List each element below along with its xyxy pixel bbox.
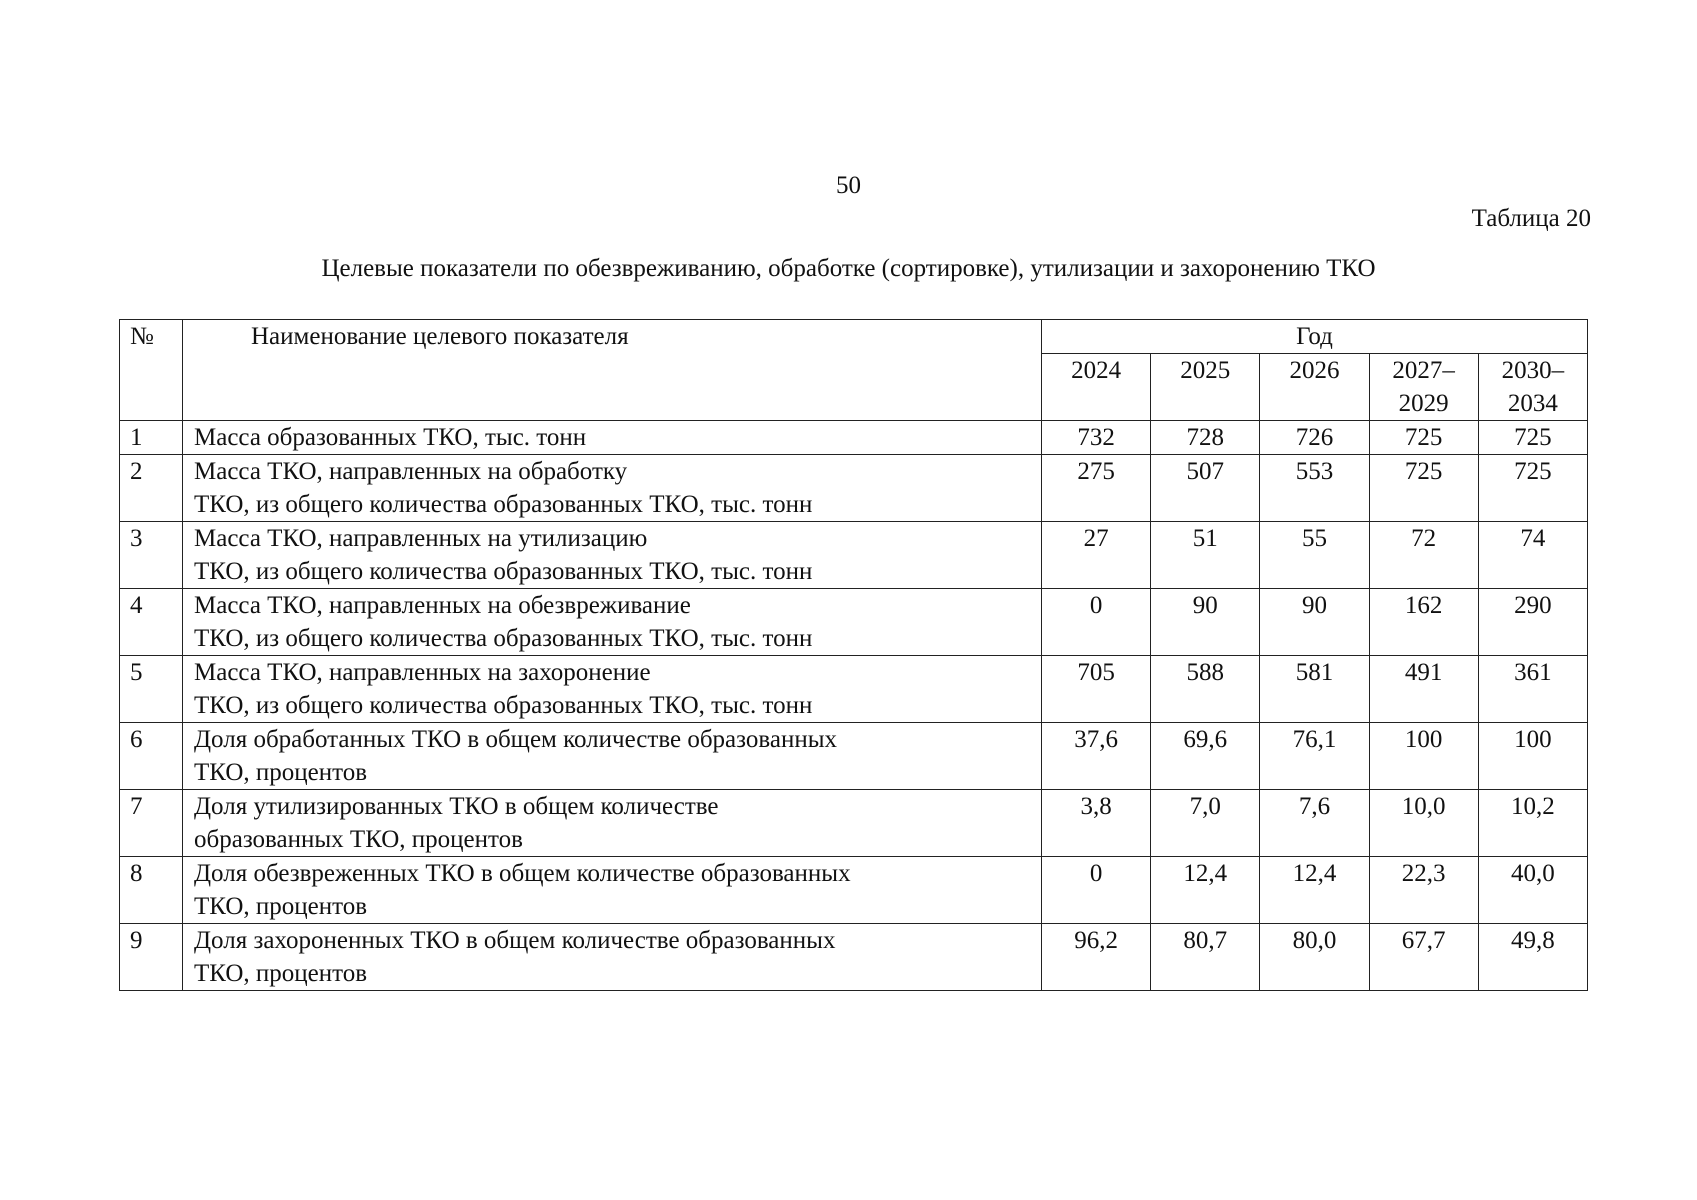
indicator-name: Масса ТКО, направленных на утилизацию ТКО, из общего количества образованных ТКО, тыс. тонн xyxy=(183,522,1042,589)
value-cell: 732 xyxy=(1042,421,1151,455)
row-number: 2 xyxy=(120,455,183,522)
value-cell: 275 xyxy=(1042,455,1151,522)
value-cell: 90 xyxy=(1151,589,1260,656)
header-year: 2030– 2034 xyxy=(1478,354,1587,421)
value-cell: 725 xyxy=(1478,455,1587,522)
value-cell: 491 xyxy=(1369,656,1478,723)
row-number: 4 xyxy=(120,589,183,656)
row-number: 1 xyxy=(120,421,183,455)
indicator-name: Масса ТКО, направленных на обработку ТКО, из общего количества образованных ТКО, тыс. тонн xyxy=(183,455,1042,522)
header-row-top xyxy=(120,320,1588,354)
table-row xyxy=(120,421,1588,455)
value-cell: 37,6 xyxy=(1042,723,1151,790)
table-header xyxy=(120,320,1588,421)
indicator-name: Масса ТКО, направленных на обезвреживание ТКО, из общего количества образованных ТКО, тыс. тонн xyxy=(183,589,1042,656)
row-number: 7 xyxy=(120,790,183,857)
table-row xyxy=(120,857,1588,924)
table-row xyxy=(120,790,1588,857)
value-cell: 22,3 xyxy=(1369,857,1478,924)
indicator-name: Доля обработанных ТКО в общем количестве образованных ТКО, процентов xyxy=(183,723,1042,790)
value-cell: 507 xyxy=(1151,455,1260,522)
header-year: 2025 xyxy=(1151,354,1260,421)
row-number: 8 xyxy=(120,857,183,924)
table-row xyxy=(120,924,1588,991)
row-number: 3 xyxy=(120,522,183,589)
header-year: 2027– 2029 xyxy=(1369,354,1478,421)
header-year: 2026 xyxy=(1260,354,1369,421)
row-number: 9 xyxy=(120,924,183,991)
value-cell: 90 xyxy=(1260,589,1369,656)
value-cell: 96,2 xyxy=(1042,924,1151,991)
value-cell: 290 xyxy=(1478,589,1587,656)
indicator-name: Масса образованных ТКО, тыс. тонн xyxy=(183,421,1042,455)
table-body xyxy=(120,421,1588,991)
value-cell: 100 xyxy=(1369,723,1478,790)
value-cell: 72 xyxy=(1369,522,1478,589)
value-cell: 55 xyxy=(1260,522,1369,589)
value-cell: 27 xyxy=(1042,522,1151,589)
value-cell: 725 xyxy=(1369,455,1478,522)
row-number: 5 xyxy=(120,656,183,723)
value-cell: 728 xyxy=(1151,421,1260,455)
value-cell: 588 xyxy=(1151,656,1260,723)
value-cell: 12,4 xyxy=(1260,857,1369,924)
value-cell: 10,2 xyxy=(1478,790,1587,857)
indicator-name: Доля захороненных ТКО в общем количестве образованных ТКО, процентов xyxy=(183,924,1042,991)
value-cell: 7,6 xyxy=(1260,790,1369,857)
value-cell: 100 xyxy=(1478,723,1587,790)
header-name: Наименование целевого показателя xyxy=(183,320,1042,421)
value-cell: 726 xyxy=(1260,421,1369,455)
value-cell: 361 xyxy=(1478,656,1587,723)
table-row xyxy=(120,455,1588,522)
value-cell: 581 xyxy=(1260,656,1369,723)
value-cell: 162 xyxy=(1369,589,1478,656)
table-row xyxy=(120,723,1588,790)
table-row xyxy=(120,589,1588,656)
value-cell: 725 xyxy=(1478,421,1587,455)
table-title: Целевые показатели по обезвреживанию, обработке (сортировке), утилизации и захоронению ТКО xyxy=(321,255,1376,282)
value-cell: 12,4 xyxy=(1151,857,1260,924)
value-cell: 49,8 xyxy=(1478,924,1587,991)
value-cell: 553 xyxy=(1260,455,1369,522)
indicators-table xyxy=(119,319,1588,991)
row-number: 6 xyxy=(120,723,183,790)
value-cell: 80,0 xyxy=(1260,924,1369,991)
indicator-name: Масса ТКО, направленных на захоронение ТКО, из общего количества образованных ТКО, тыс. тонн xyxy=(183,656,1042,723)
value-cell: 0 xyxy=(1042,589,1151,656)
page-number: 50 xyxy=(836,172,861,199)
value-cell: 40,0 xyxy=(1478,857,1587,924)
value-cell: 76,1 xyxy=(1260,723,1369,790)
value-cell: 3,8 xyxy=(1042,790,1151,857)
indicator-name: Доля обезвреженных ТКО в общем количестве образованных ТКО, процентов xyxy=(183,857,1042,924)
value-cell: 69,6 xyxy=(1151,723,1260,790)
value-cell: 725 xyxy=(1369,421,1478,455)
value-cell: 74 xyxy=(1478,522,1587,589)
indicator-name: Доля утилизированных ТКО в общем количестве образованных ТКО, процентов xyxy=(183,790,1042,857)
value-cell: 705 xyxy=(1042,656,1151,723)
value-cell: 67,7 xyxy=(1369,924,1478,991)
table-row xyxy=(120,522,1588,589)
header-year-group: Год xyxy=(1042,320,1588,354)
value-cell: 0 xyxy=(1042,857,1151,924)
header-num: № xyxy=(120,320,183,421)
table-label: Таблица 20 xyxy=(1471,205,1591,232)
value-cell: 10,0 xyxy=(1369,790,1478,857)
value-cell: 80,7 xyxy=(1151,924,1260,991)
value-cell: 51 xyxy=(1151,522,1260,589)
table-row xyxy=(120,656,1588,723)
header-year: 2024 xyxy=(1042,354,1151,421)
value-cell: 7,0 xyxy=(1151,790,1260,857)
